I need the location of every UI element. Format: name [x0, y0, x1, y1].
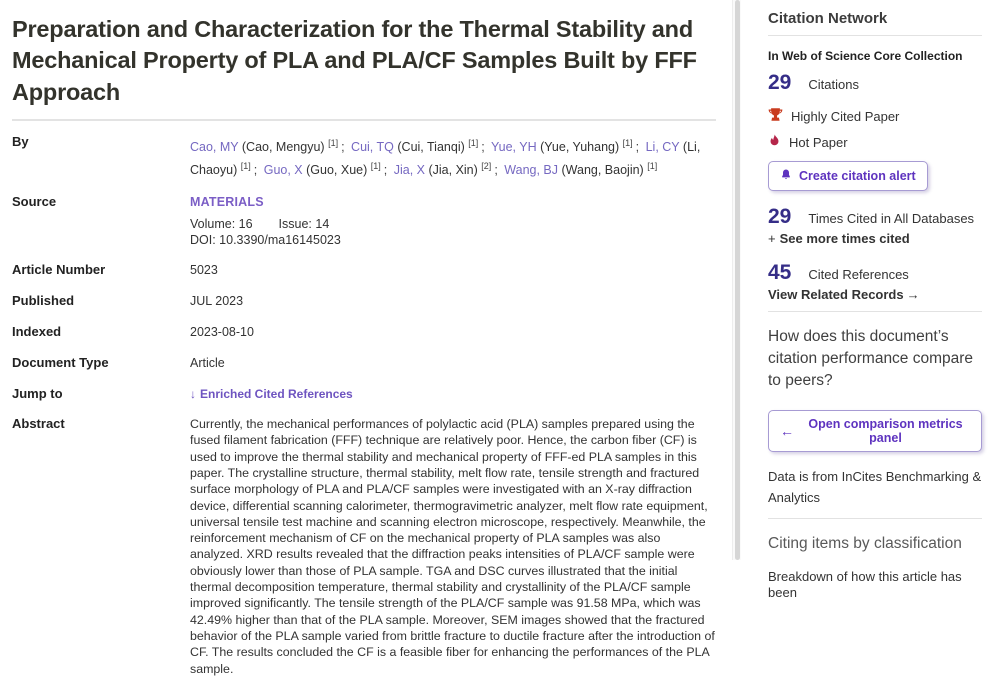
volume-value: Volume: 16	[190, 217, 253, 232]
author-link[interactable]: Cao, MY	[190, 139, 239, 154]
author-full-name: (Cao, Mengyu)	[241, 139, 325, 154]
field-row-indexed	[12, 324, 716, 340]
article-title: Preparation and Characterization for the Thermal Stability and Mechanical Property of PLA and PLA/CF Samples Built by FFF Approach	[12, 16, 697, 105]
author-full-name: (Li, Chaoyu)	[190, 139, 701, 178]
trophy-icon	[768, 107, 783, 125]
journal-link[interactable]: MATERIALS	[190, 195, 264, 210]
author-full-name: (Guo, Xue)	[306, 163, 368, 178]
author-separator: ;	[494, 163, 498, 178]
author-full-name: (Jia, Xin)	[428, 163, 478, 178]
author-link[interactable]: Li, CY	[645, 139, 680, 154]
article-number-value: 5023	[190, 263, 218, 278]
sidebar-divider	[768, 35, 982, 36]
view-related-label: View Related Records	[768, 287, 904, 302]
incites-data-note: Data is from InCites Benchmarking & Analytics	[768, 469, 982, 505]
see-more-label: See more times cited	[779, 231, 910, 246]
author-entry	[190, 137, 348, 154]
author-separator: ;	[253, 163, 258, 178]
plus-icon: +	[768, 231, 776, 246]
highly-cited-label: Highly Cited Paper	[791, 108, 900, 124]
field-row-article-number	[12, 262, 716, 278]
field-label-source: Source	[12, 194, 57, 210]
flame-icon	[768, 133, 781, 151]
author-affiliation-sup[interactable]: [1]	[240, 160, 251, 171]
author-affiliation-sup[interactable]: [1]	[328, 137, 339, 148]
field-label-jump-to: Jump to	[12, 386, 63, 402]
author-affiliation-sup[interactable]: [2]	[481, 160, 492, 171]
highly-cited-badge	[768, 107, 982, 125]
citing-items-breakdown-text: Breakdown of how this article has been	[768, 569, 962, 600]
cited-references-row	[768, 261, 982, 285]
field-row-abstract	[12, 416, 716, 677]
published-value: JUL 2023	[190, 294, 244, 309]
author-separator: ;	[341, 139, 345, 154]
core-collection-label: In Web of Science Core Collection	[768, 49, 963, 63]
author-link[interactable]: Jia, X	[393, 163, 425, 178]
author-entry	[351, 137, 488, 154]
citations-label: Citations	[808, 77, 859, 92]
author-link[interactable]: Guo, X	[263, 163, 303, 178]
author-full-name: (Yue, Yuhang)	[540, 139, 620, 154]
author-separator: ;	[481, 139, 485, 154]
volume-issue-line	[190, 217, 716, 232]
field-label-published: Published	[12, 293, 75, 309]
citation-performance-question: How does this document’s citation performance compare to peers?	[768, 328, 974, 389]
field-row-published	[12, 293, 716, 309]
indexed-value: 2023-08-10	[190, 325, 254, 340]
field-row-jump-to	[12, 386, 716, 402]
citing-items-title: Citing items by classification	[768, 535, 962, 552]
field-row-source	[12, 194, 716, 248]
field-row-by	[12, 134, 716, 180]
main-scrollbar-thumb[interactable]	[735, 0, 740, 560]
author-link[interactable]: Cui, TQ	[351, 139, 394, 154]
citation-network-panel	[741, 0, 996, 600]
view-related-records-link[interactable]	[768, 287, 982, 303]
down-arrow-icon: ↓	[190, 387, 196, 402]
document-type-value: Article	[190, 356, 225, 371]
jump-link-label: Enriched Cited References	[200, 387, 353, 402]
author-entry	[263, 160, 391, 178]
sidebar-divider	[768, 518, 982, 519]
author-entry	[504, 160, 658, 178]
bell-icon	[780, 168, 792, 184]
article-fields	[12, 134, 716, 677]
field-label-abstract: Abstract	[12, 416, 65, 432]
doi-value: DOI: 10.3390/ma16145023	[190, 233, 341, 248]
citation-network-title: Citation Network	[768, 10, 888, 27]
times-cited-count[interactable]: 29	[768, 205, 792, 228]
author-link[interactable]: Yue, YH	[491, 139, 537, 154]
times-cited-row	[768, 205, 982, 229]
create-citation-alert-label: Create citation alert	[799, 169, 916, 183]
enriched-cited-references-link[interactable]	[190, 387, 353, 401]
main-scrollbar-track	[732, 0, 741, 560]
create-citation-alert-button[interactable]	[768, 161, 928, 191]
source-value	[190, 194, 716, 248]
see-more-times-cited-link[interactable]	[768, 231, 982, 247]
left-arrow-icon: ←	[780, 423, 794, 439]
author-link[interactable]: Wang, BJ	[504, 163, 559, 178]
field-label-by: By	[12, 133, 29, 149]
author-full-name: (Cui, Tianqi)	[397, 139, 465, 154]
author-affiliation-sup[interactable]: [1]	[647, 160, 658, 171]
author-entry	[393, 160, 501, 178]
issue-value: Issue: 14	[278, 217, 330, 232]
author-affiliation-sup[interactable]: [1]	[468, 137, 479, 148]
author-separator: ;	[383, 163, 388, 178]
hot-paper-label: Hot Paper	[789, 134, 848, 150]
author-affiliation-sup[interactable]: [1]	[622, 137, 633, 148]
title-divider	[12, 119, 716, 121]
author-separator: ;	[635, 139, 640, 154]
author-affiliation-sup[interactable]: [1]	[370, 160, 381, 171]
sidebar-divider	[768, 311, 982, 312]
citations-count[interactable]: 29	[768, 71, 792, 94]
field-label-document-type: Document Type	[12, 355, 109, 371]
author-entry	[491, 137, 642, 154]
abstract-text: Currently, the mechanical performances of polylactic acid (PLA) samples prepared using the fused filament fabrication (FFF) technique are relatively poor. Hence, the carbon fiber (CF) is used to improve the thermal stability and mechanical property of FFF-ed PLA samples in this paper. The crystalline structure, thermal stability, melt flow rate, tensile strength and fractured surface morphology of PLA and PLA/CF samples were investigated with an X-ray diffraction device, differential scanning calorimeter, thermogravimetric analyzer, melt flow rate equipment, universal tensile test machine and scanning electron microscope, respectively. Meanwhile, the reinforcement mechanism of CF on the mechanical property of PLA samples was also analyzed. XRD results revealed that the diffraction peaks intensities of PLA/CF sample were obviously lower than those of PLA sample. TGA and DSC curves illustrated that the initial thermal decomposition temperature, thermal stability and crystallinity of the PLA/CF sample improved significantly. The tensile strength of the PLA/CF sample was 91.58 MPa, which was 42.49% higher than that of the PLA sample. Moreover, SEM images showed that the fractured behavior of the PLA sample varied from brittle fracture to ductile fracture after the introduction of CF. The results concluded the CF is a feasible fiber for enhancing the performances of the PLA sample.	[190, 417, 715, 676]
field-label-article-number: Article Number	[12, 262, 106, 278]
open-comparison-metrics-button[interactable]	[768, 410, 982, 452]
field-label-indexed: Indexed	[12, 324, 62, 340]
cited-references-count[interactable]: 45	[768, 261, 792, 284]
author-full-name: (Wang, Baojin)	[561, 163, 644, 178]
author-list	[190, 134, 716, 180]
right-arrow-icon: →	[906, 287, 920, 302]
hot-paper-badge	[768, 133, 982, 151]
field-row-document-type	[12, 355, 716, 371]
cited-references-label: Cited References	[808, 267, 909, 282]
citations-count-row	[768, 71, 982, 95]
times-cited-label: Times Cited in All Databases	[808, 211, 975, 226]
open-comparison-metrics-label: Open comparison metrics panel	[808, 417, 963, 445]
